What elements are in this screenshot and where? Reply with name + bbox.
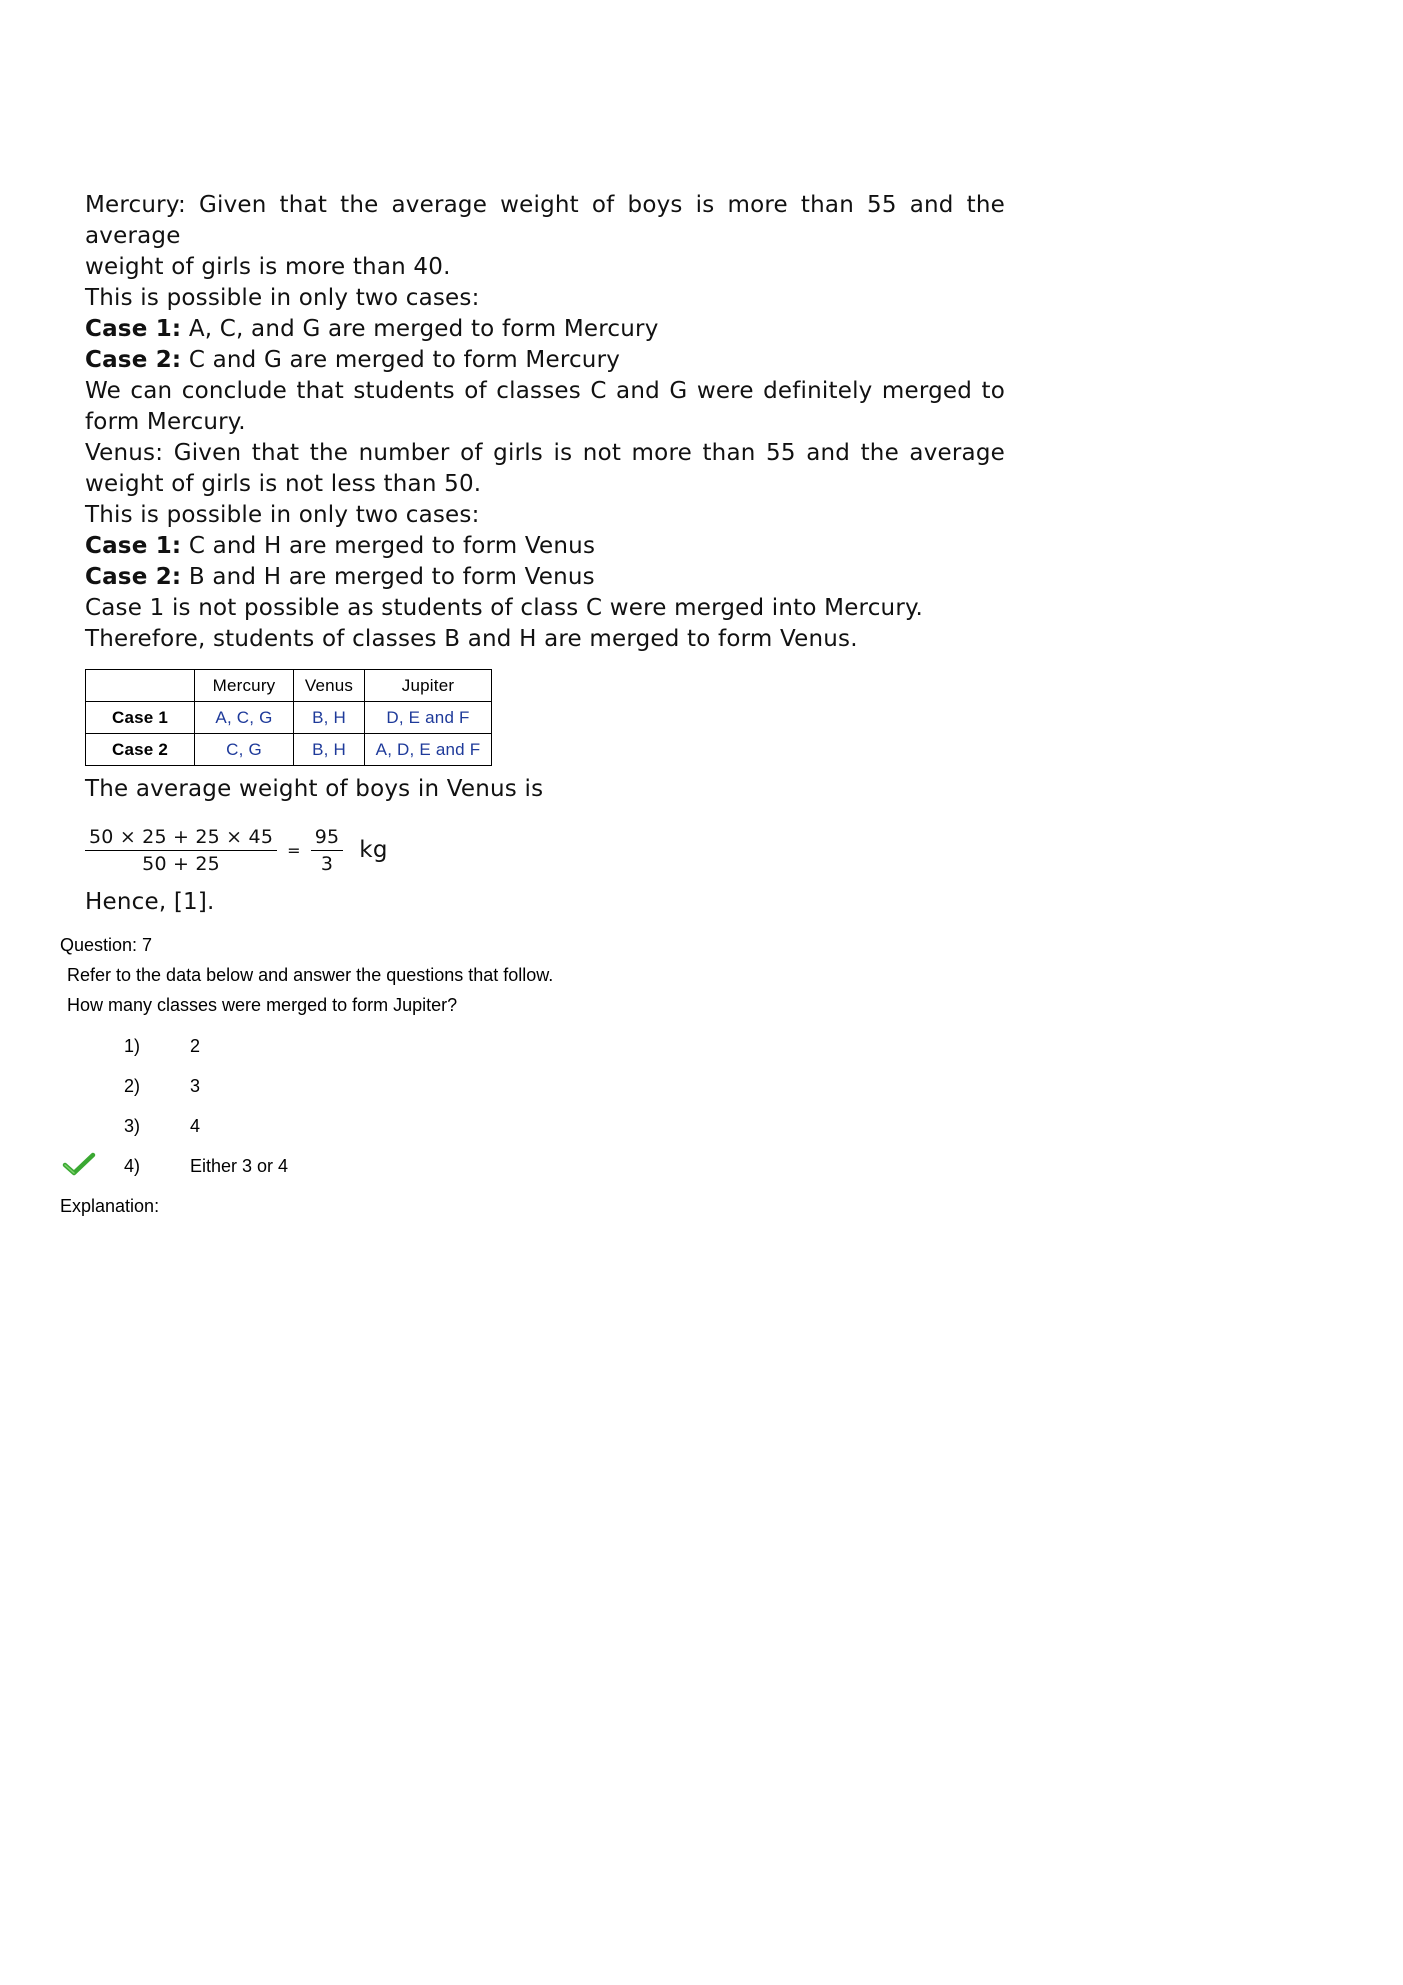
table-header-cell: Mercury <box>195 670 294 702</box>
table-cell: A, C, G <box>195 702 294 734</box>
option-text: 3 <box>190 1076 201 1096</box>
mercury-case-1-label: Case 1: <box>85 316 182 342</box>
mercury-case-2-text: C and G are merged to form Mercury <box>181 347 621 373</box>
mercury-case-1-text: A, C, and G are merged to form Mercury <box>181 316 659 342</box>
table-cell: B, H <box>294 702 365 734</box>
option-text: Either 3 or 4 <box>190 1156 289 1176</box>
mercury-line-3: This is possible in only two cases: <box>85 285 480 311</box>
option-text: 4 <box>190 1116 201 1136</box>
table-header-cell: Jupiter <box>365 670 492 702</box>
table-row-label: Case 2 <box>86 734 195 766</box>
table-header-cell: Venus <box>294 670 365 702</box>
venus-case-2-text: B and H are merged to form Venus <box>181 564 595 590</box>
table-row <box>86 734 492 766</box>
question-number: Question: 7 <box>60 935 153 955</box>
venus-line-2: weight of girls is not less than 50. <box>85 471 482 497</box>
mercury-case-1 <box>85 314 1005 345</box>
venus-line-3: This is possible in only two cases: <box>85 502 480 528</box>
option-1[interactable] <box>60 1026 760 1066</box>
options-list <box>60 1026 760 1186</box>
case-table <box>85 669 492 766</box>
option-text: 2 <box>190 1036 201 1056</box>
venus-case-2-label: Case 2: <box>85 564 182 590</box>
explanation-image-block <box>85 190 1005 918</box>
venus-case-2 <box>85 562 1005 593</box>
table-cell: A, D, E and F <box>365 734 492 766</box>
mercury-case-2-label: Case 2: <box>85 347 182 373</box>
option-4[interactable] <box>60 1146 760 1186</box>
formula-rhs-fraction <box>311 824 344 877</box>
venus-case-1-label: Case 1: <box>85 533 182 559</box>
mercury-line-2: weight of girls is more than 40. <box>85 254 451 280</box>
venus-case-1 <box>85 531 1005 562</box>
formula-rhs-denominator: 3 <box>320 852 334 875</box>
option-2[interactable] <box>60 1066 760 1106</box>
option-number: 1) <box>124 1036 141 1056</box>
option-number: 3) <box>124 1116 141 1136</box>
mercury-case-2 <box>85 345 1005 376</box>
formula-rhs-numerator: 95 <box>311 824 344 851</box>
conclude-line-2: form Mercury. <box>85 409 246 435</box>
formula-unit: kg <box>359 836 388 863</box>
option-3[interactable] <box>60 1106 760 1146</box>
conclude-line-1: We can conclude that students of classes C and G were definitely merged to <box>85 378 1005 404</box>
not-possible-line: Case 1 is not possible as students of class C were merged into Mercury. <box>85 595 924 621</box>
formula-lhs-fraction <box>85 824 277 877</box>
option-number: 4) <box>124 1156 141 1176</box>
table-cell: C, G <box>195 734 294 766</box>
venus-case-1-text: C and H are merged to form Venus <box>181 533 596 559</box>
formula-equals: = <box>287 840 301 860</box>
venus-line-1: Venus: Given that the number of girls is not more than 55 and the average <box>85 440 1005 466</box>
mercury-line-1: Mercury: Given that the average weight of boys is more than 55 and the average <box>85 192 1005 249</box>
question-text: How many classes were merged to form Jupiter? <box>67 995 458 1015</box>
formula-lhs-denominator: 50 + 25 <box>142 852 220 875</box>
average-line: The average weight of boys in Venus is <box>85 776 544 802</box>
option-number: 2) <box>124 1076 141 1096</box>
green-checkmark-icon <box>62 1152 96 1178</box>
table-row-label: Case 1 <box>86 702 195 734</box>
explanation-label: Explanation: <box>60 1196 160 1216</box>
table-header-row <box>86 670 492 702</box>
therefore-line: Therefore, students of classes B and H are merged to form Venus. <box>85 626 858 652</box>
formula-lhs-numerator: 50 × 25 + 25 × 45 <box>85 824 277 851</box>
question-intro: Refer to the data below and answer the questions that follow. <box>67 965 554 985</box>
formula <box>85 815 1005 885</box>
table-row <box>86 702 492 734</box>
table-cell: D, E and F <box>365 702 492 734</box>
table-corner-cell <box>86 670 195 702</box>
table-cell: B, H <box>294 734 365 766</box>
hence-line: Hence, [1]. <box>85 889 215 915</box>
question-block <box>60 930 760 1224</box>
